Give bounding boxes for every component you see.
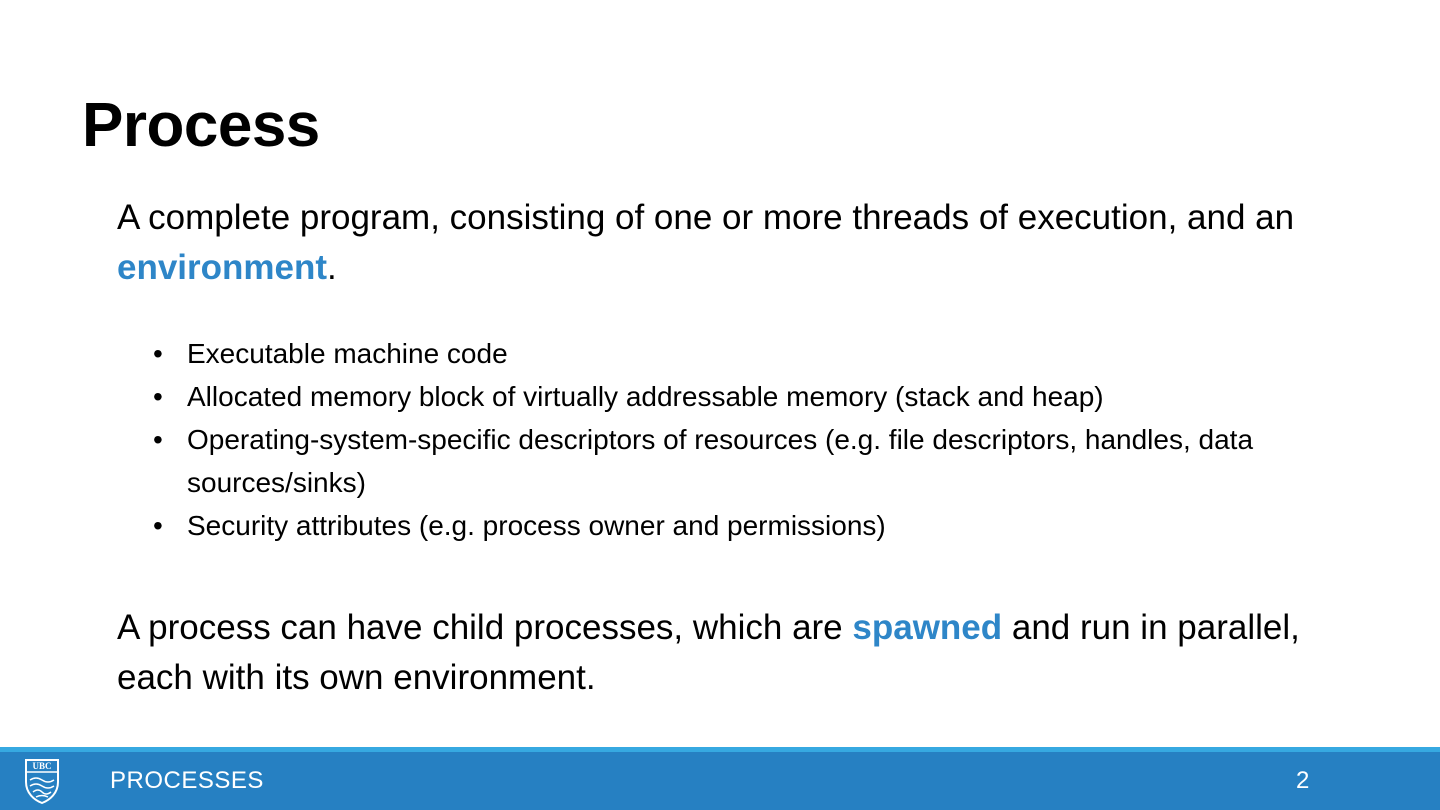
bullet-dot-icon: • (153, 381, 163, 412)
ubc-logo-text: UBC (32, 761, 52, 771)
bullet-text: Executable machine code (187, 338, 508, 369)
bullet-dot-icon: • (153, 424, 163, 455)
bullet-text: Security attributes (e.g. process owner and permissions) (187, 510, 886, 541)
definition-text: A complete program, consisting of one or more threads of execution, and an (117, 198, 1295, 237)
bullet-text: Operating-system-specific descriptors of resources (e.g. file descriptors, handles, data sources/sinks) (187, 424, 1254, 498)
bullet-dot-icon: • (153, 510, 163, 541)
bullet-item (153, 418, 1313, 504)
slide-title: Process (82, 91, 320, 160)
child-process-text-end: and run in parallel, each with its own environment. (117, 608, 1300, 697)
bullet-item (153, 504, 1313, 547)
child-process-paragraph (117, 603, 1327, 703)
footer-section-label: PROCESSES (110, 767, 264, 794)
environment-bullet-list (153, 332, 1313, 547)
footer-bar (0, 752, 1440, 810)
bullet-item (153, 375, 1313, 418)
bullet-text: Allocated memory block of virtually addressable memory (stack and heap) (187, 381, 1104, 412)
environment-highlight: environment (117, 248, 328, 287)
definition-paragraph (117, 193, 1327, 293)
bullet-dot-icon: • (153, 338, 163, 369)
ubc-crest-icon (24, 758, 60, 804)
spawned-highlight: spawned (852, 608, 1003, 647)
footer-page-number: 2 (1296, 767, 1310, 794)
bullet-item (153, 332, 1313, 375)
child-process-text: A process can have child processes, which are (117, 608, 853, 647)
definition-text-end: . (327, 248, 337, 287)
